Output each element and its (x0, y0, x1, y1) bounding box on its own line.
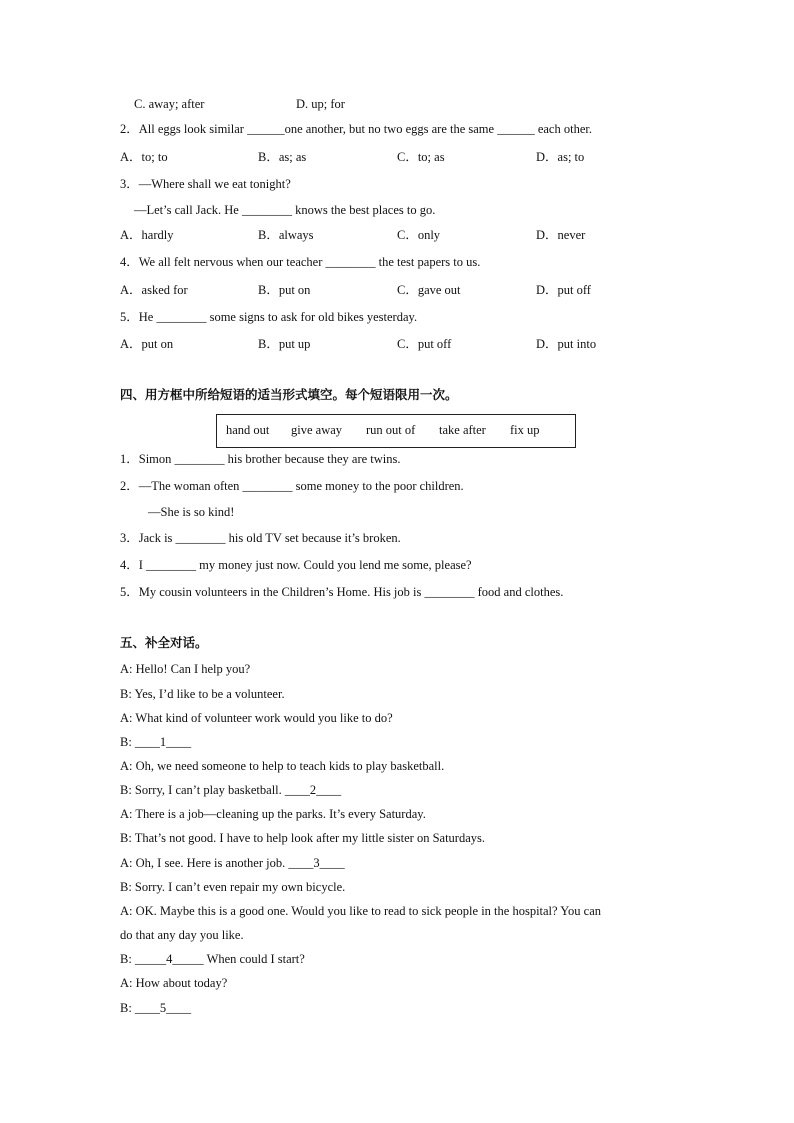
question-3-option-c: C．only (397, 228, 441, 242)
dialogue-blank-2: B: Sorry, I can’t play basketball. ____2____ (120, 783, 342, 797)
dialogue-blank-1: B: ____1____ (120, 735, 192, 749)
question-4-option-b: B．put on (258, 283, 311, 297)
section-4-item-5: 5．My cousin volunteers in the Children’s Home. His job is ________ food and clothes. (120, 585, 564, 599)
dialogue-line: B: Yes, I’d like to be a volunteer. (120, 687, 285, 701)
phrase-box (216, 414, 576, 448)
option-c-prev: C. away; after (134, 97, 205, 111)
section-4-item-4: 4．I ________ my money just now. Could you lend me some, please? (120, 558, 472, 572)
question-3-option-d: D．never (536, 228, 586, 242)
question-5-stem: 5．He ________ some signs to ask for old bikes yesterday. (120, 310, 418, 324)
dialogue-blank-3: A: Oh, I see. Here is another job. ____3____ (120, 856, 345, 870)
section-4-item-2-reply: —She is so kind! (148, 505, 235, 519)
section-4-item-1: 1．Simon ________ his brother because they are twins. (120, 452, 401, 466)
dialogue-line: A: What kind of volunteer work would you like to do? (120, 711, 393, 725)
section-4-item-2: 2．—The woman often ________ some money to the poor children. (120, 479, 464, 493)
phrase-take-after: take after (439, 423, 486, 437)
phrase-give-away: give away (291, 423, 343, 437)
section-4-heading: 四、用方框中所给短语的适当形式填空。每个短语限用一次。 (120, 387, 458, 402)
dialogue-line: A: How about today? (120, 976, 228, 990)
dialogue-line: A: Hello! Can I help you? (120, 662, 251, 676)
question-2-option-a: A．to; to (120, 150, 168, 164)
phrase-run-out-of: run out of (366, 423, 416, 437)
dialogue-line: do that any day you like. (120, 928, 244, 942)
phrase-hand-out: hand out (226, 423, 270, 437)
question-4-option-a: A．asked for (120, 283, 188, 297)
question-4-option-c: C．gave out (397, 283, 461, 297)
dialogue-blank-5: B: ____5____ (120, 1001, 192, 1015)
dialogue-line: A: Oh, we need someone to help to teach kids to play basketball. (120, 759, 445, 773)
dialogue-line: B: Sorry. I can’t even repair my own bicycle. (120, 880, 346, 894)
phrase-fix-up: fix up (510, 423, 540, 437)
question-3-stem-reply: —Let’s call Jack. He ________ knows the best places to go. (134, 203, 436, 217)
dialogue-blank-4: B: _____4_____ When could I start? (120, 952, 305, 966)
question-5-option-b: B．put up (258, 337, 311, 351)
question-3-option-b: B．always (258, 228, 314, 242)
dialogue-line: B: That’s not good. I have to help look after my little sister on Saturdays. (120, 831, 485, 845)
question-4-stem: 4．We all felt nervous when our teacher ________ the test papers to us. (120, 255, 481, 269)
section-4-item-3: 3．Jack is ________ his old TV set because it’s broken. (120, 531, 401, 545)
option-d-prev: D. up; for (296, 97, 345, 111)
section-5-heading: 五、补全对话。 (120, 635, 208, 650)
dialogue-line: A: There is a job—cleaning up the parks. It’s every Saturday. (120, 807, 426, 821)
question-5-option-d: D．put into (536, 337, 597, 351)
question-3-stem: 3．—Where shall we eat tonight? (120, 177, 291, 191)
question-2-option-c: C．to; as (397, 150, 445, 164)
question-2-option-d: D．as; to (536, 150, 585, 164)
question-4-option-d: D．put off (536, 283, 591, 297)
dialogue-line: A: OK. Maybe this is a good one. Would you like to read to sick people in the hospital? You can (120, 904, 601, 918)
question-2-option-b: B．as; as (258, 150, 307, 164)
question-5-option-c: C．put off (397, 337, 452, 351)
question-3-option-a: A．hardly (120, 228, 174, 242)
question-5-option-a: A．put on (120, 337, 174, 351)
question-2-stem: 2．All eggs look similar ______one another, but no two eggs are the same ______ each other. (120, 122, 592, 136)
